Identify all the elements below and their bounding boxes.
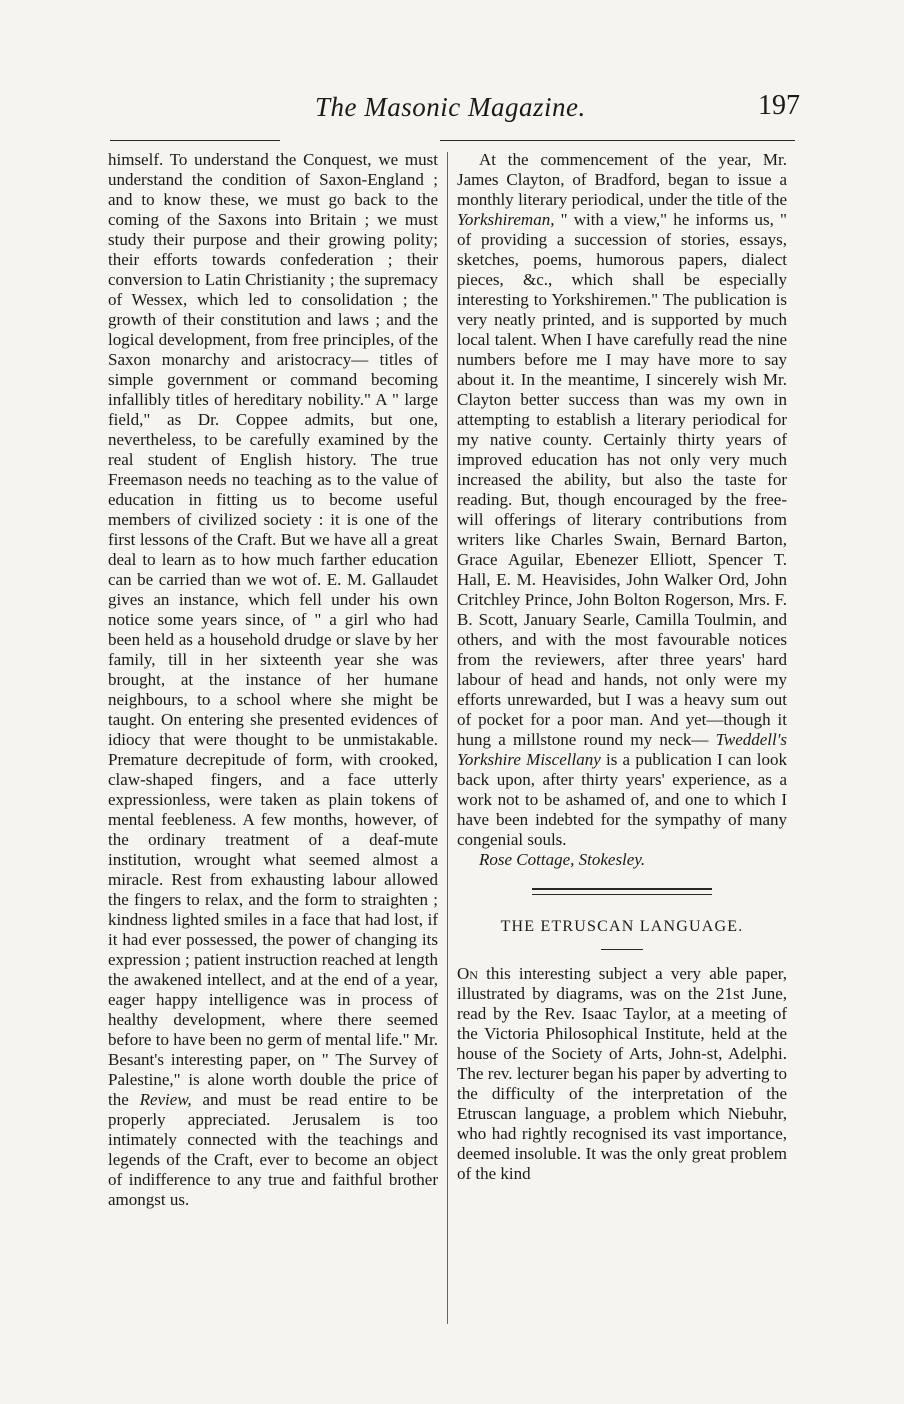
etruscan-paragraph: [457, 964, 787, 1184]
clayton-text-b: " with a view," he informs us, " of providing a succession of stories, essays, sketches, poems, humorous papers, dialect pieces, &c., which shall be especially interesting to Yorkshiremen." The publication is very neatly printed, and is supported by much local talent. When I have carefully read the nine numbers before me I may have more to say about it. In the meantime, I sincerely wish Mr. Clayton better success than was my own in attempting to establish a literary periodical for my native county. Certainly thirty years of improved education has not only very much increased the ability, but also the taste for reading. But, though encouraged by the free-will offerings of literary contributions from writers like Charles Swain, Bernard Barton, Grace Aguilar, Ebenezer Elliott, Spencer T. Hall, E. M. Heavisides, John Walker Ord, John Critchley Prince, John Bolton Rogerson, Mrs. F. B. Scott, January Searle, Camilla Toulmin, and others, and with the most favourable notices from the reviewers, after three years' hard labour of head and hands, not only were my efforts unrewarded, but I was a heavy sum out of pocket for a poor man. And yet—though it hung a millstone round my neck—: [457, 210, 787, 749]
header-rule-left: [110, 140, 280, 141]
signoff: Rose Cottage, Stokesley.: [479, 850, 646, 869]
column-divider: [447, 152, 448, 1324]
review-title-italic: Review,: [139, 1090, 192, 1109]
magazine-title: The Masonic Magazine.: [315, 92, 586, 122]
clayton-paragraph: [457, 150, 787, 850]
etruscan-text: this interesting subject a very able paper, illustrated by diagrams, was on the 21st June, read by the Rev. Isaac Taylor, at a meeting of the Victoria Philosophical Institute, held at the house of the Society of Arts, John-st, Adelphi. The rev. lecturer began his paper by adverting to the difficulty of the interpretation of the Etruscan language, a problem which Niebuhr, who had rightly recognised its vast importance, deemed insoluble. It was the only great problem of the kind: [457, 964, 787, 1183]
lead-word: On: [457, 964, 478, 983]
section-double-rule: [532, 888, 712, 895]
clayton-text-a: At the commencement of the year, Mr. James Clayton, of Bradford, began to issue a monthly literary periodical, under the title of the: [457, 150, 787, 209]
heading-short-rule: [601, 949, 643, 950]
left-column: [108, 150, 438, 1210]
left-paragraph-text: himself. To understand the Conquest, we must understand the condition of Saxon-England ; and to know these, we must go back to the coming of the Saxons into Britain ; we must study their purpose and their growing polity; their efforts towards confederation ; their conversion to Latin Christianity ; the supremacy of Wessex, which led to consolidation ; the growth of their constitution and laws ; and the logical development, from free principles, of the Saxon monarchy and aristocracy— titles of simple government or command becoming infallibly titles of hereditary nobility." A " large field," as Dr. Coppee admits, but one, nevertheless, to be carefully examined by the real student of English history. The true Freemason needs no teaching as to the value of education in fitting us to become useful members of civilized society : it is one of the first lessons of the Craft. But we have all a great deal to learn as to how much farther education can be carried than we wot of. E. M. Gallaudet gives an instance, which fell under his own notice some years since, of " a girl who had been held as a household drudge or slave by her family, till in her sixteenth year she was brought, at the instance of her humane neighbours, to a school where she might be taught. On entering she presented evidences of idiocy that were thought to be unmistakable. Premature decrepitude of form, with crooked, claw-shaped fingers, and a face utterly expressionless, were taken as plain tokens of mental feebleness. A few months, however, of the ordinary treatment of a deaf-mute institution, wrought what seemed almost a miracle. Rest from exhausting labour allowed the fingers to relax, and the form to straighten ; kindness lighted smiles in a face that had lost, if it had ever possessed, the power of changing its expression ; patient instruction reached at length the awakened intellect, and at the end of a year, eager happy intelligence was in process of healthy development, where there seemed before to have been no germ of mental life." Mr. Besant's interesting paper, on " The Survey of Palestine," is alone worth double the price of the: [108, 150, 438, 1109]
right-column: [457, 150, 787, 1184]
header-rule-right: [440, 140, 795, 141]
running-header: [110, 92, 800, 132]
yorkshireman-italic: Yorkshireman,: [457, 210, 555, 229]
section-heading: THE ETRUSCAN LANGUAGE.: [500, 918, 744, 935]
page-number: 197: [758, 90, 800, 121]
left-paragraph-end: and must be read entire to be properly appreciated. Jerusalem is too intimately connected with the teachings and legends of the Craft, ever to become an object of indifference to any true and faithful brother amongst us.: [108, 1090, 439, 1209]
left-paragraph: [108, 150, 438, 1210]
clayton-text-c: is a publication I can look back upon, after thirty years' experience, as a work not to be ashamed of, and one to which I have been indebted for the sympathy of many congenial souls.: [457, 750, 787, 849]
miscellany-italic: Tweddell's Yorkshire Miscellany: [457, 730, 787, 769]
